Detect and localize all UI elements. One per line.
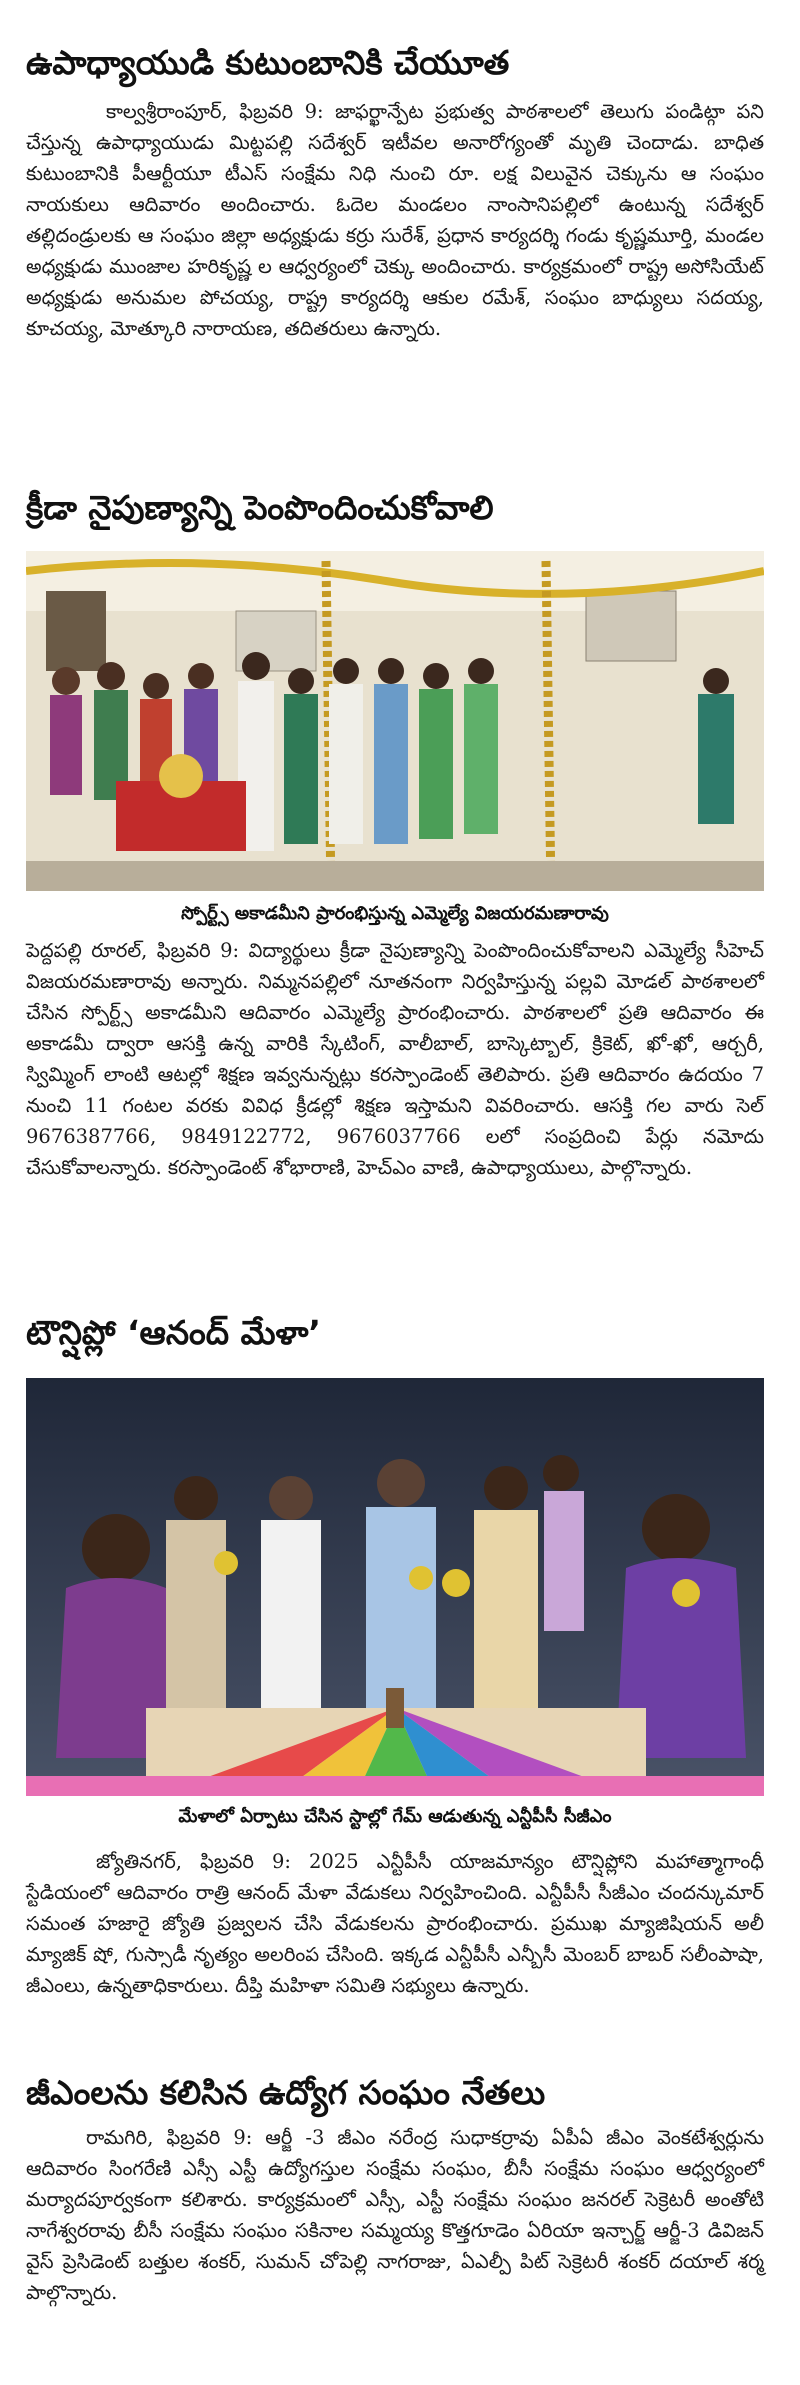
photo-sports-academy-inauguration [26, 551, 764, 891]
article-teacher-family-aid [26, 40, 764, 344]
article-body: జ్యోతినగర్, ఫిబ్రవరి 9: 2025 ఎన్టీపీసీ యాజమాన్యం టౌన్షిప్లోని మహాత్మాగాంధీ స్టేడియంలో ఆదివారం రాత్రి ఆనంద్ మేళా వేడుకలు నిర్వహించింది. ఎన్టీపీసీ సీజీఎం చందన్కుమార్ సమంత హజారై జ్యోతి ప్రజ్వలన చేసి వేడుకలను ప్రారంభించారు. ప్రముఖ మ్యాజిషియన్ అలీ మ్యాజిక్ షో, గుస్సాడీ నృత్యం అలరింప చేసింది. ఇక్కడ ఎన్టీపీసీ ఎన్బీసీ మెంబర్ బాబర్ సలీంపాషా, జీఎంలు, ఉన్నతాధికారులు. దీప్తి మహిళా సమితి సభ్యులు ఉన్నారు. [26, 1850, 764, 1997]
photo-anand-mela-game-stall [26, 1378, 764, 1796]
article-anand-mela [26, 1310, 764, 2001]
photo-caption: స్పోర్ట్స్ అకాడమీని ప్రారంభిస్తున్న ఎమ్మెల్యే విజయరమణారావు [181, 903, 609, 924]
article-body: రామగిరి, ఫిబ్రవరి 9: ఆర్జీ -3 జీఎం నరేంద్ర సుధాకర్రావు ఏపీఏ జీఎం వెంకటేశ్వర్లును ఆదివారం సింగరేణి ఎస్సీ ఎస్టీ ఉద్యోగస్తుల సంక్షేమ సంఘం, బీసీ సంక్షేమ సంఘం ఆధ్వర్యంలో మర్యాదపూర్వకంగా కలిశారు. కార్యక్రమంలో ఎస్సీ, ఎస్టీ సంక్షేమ సంఘం జనరల్ సెక్రెటరీ అంతోటి నాగేశ్వరరావు బీసీ సంక్షేమ సంఘం సకినాల సమ్మయ్య కొత్తగూడెం ఏరియా ఇన్చార్జ్ ఆర్జీ-3 డివిజన్ వైస్ ప్రెసిడెంట్ బత్తుల శంకర్, సుమన్ చోపెల్లి నాగరాజు, ఏఎల్పీ పిట్ సెక్రెటరీ శంకర్ దయాల్ శర్మ పాల్గొన్నారు. [26, 2126, 764, 2304]
article-headline: టౌన్షిప్లో ‘ఆనంద్ మేళా’ [26, 1313, 321, 1352]
article-headline: క్రీడా నైపుణ్యాన్ని పెంపొందించుకోవాలి [26, 488, 494, 527]
article-body: కాల్వశ్రీరాంపూర్, ఫిబ్రవరి 9: జాఫర్ఖాన్పేట ప్రభుత్వ పాఠశాలలో తెలుగు పండిట్గా పని చేస్తున్న ఉపాధ్యాయుడు మిట్టపల్లి సదేశ్వర్ ఇటీవల అనారోగ్యంతో మృతి చెందాడు. బాధిత కుటుంబానికి పీఆర్టీయూ టీఎస్ సంక్షేమ నిధి నుంచి రూ. లక్ష విలువైన చెక్కును ఆ సంఘం నాయకులు ఆదివారం అందించారు. ఓదెల మండలం నాంసానిపల్లిలో ఉంటున్న సదేశ్వర్ తల్లిదండ్రులకు ఆ సంఘం జిల్లా అధ్యక్షుడు కర్రు సురేశ్, ప్రధాన కార్యదర్శి గండు కృష్ణమూర్తి, మండల అధ్యక్షుడు ముంజాల హరికృష్ణ ల ఆధ్వర్యంలో చెక్కు అందించారు. కార్యక్రమంలో రాష్ట్ర అసోసియేట్ అధ్యక్షుడు అనుమల పోచయ్య, రాష్ట్ర కార్యదర్శి ఆకుల రమేశ్, సంఘం బాధ్యులు సదయ్య, కూచయ్య, మోత్కూరి నారాయణ, తదితరులు ఉన్నారు. [26, 100, 764, 340]
article-union-leaders-meet-gms [26, 2070, 764, 2308]
article-headline: ఉపాధ్యాయుడి కుటుంబానికి చేయూత [26, 43, 510, 82]
photo-illustration [26, 551, 764, 891]
article-sports-academy [26, 485, 764, 1183]
article-body: పెద్దపల్లి రూరల్, ఫిబ్రవరి 9: విద్యార్థులు క్రీడా నైపుణ్యాన్ని పెంపొందించుకోవాలని ఎమ్మెల్యే సీహెచ్ విజయరమణారావు అన్నారు. నిమ్మనపల్లిలో నూతనంగా నిర్వహిస్తున్న పల్లవి మోడల్ పాఠశాలలో చేసిన స్పోర్ట్స్ అకాడమీని ఆదివారం ఎమ్మెల్యే ప్రారంభించారు. పాఠశాలలో ప్రతి ఆదివారం ఈ అకాడమీ ద్వారా ఆసక్తి ఉన్న వారికి స్కేటింగ్, వాలీబాల్, బాస్కెట్బాల్, క్రికెట్, ఖో-ఖో, ఆర్చరీ, స్విమ్మింగ్ లాంటి ఆటల్లో శిక్షణ ఇవ్వనున్నట్లు కరస్పాండెంట్ తెలిపారు. ప్రతి ఆదివారం ఉదయం 7 నుంచి 11 గంటల వరకు వివిధ క్రీడల్లో శిక్షణ ఇస్తామని వివరించారు. ఆసక్తి గల వారు సెల్ 9676387766, 9849122772, 9676037766 లలో సంప్రదించి పేర్లు నమోదు చేసుకోవాలన్నారు. కరస్పాండెంట్ శోభారాణి, హెచ్ఎం వాణి, ఉపాధ్యాయులు, పాల్గొన్నారు. [26, 939, 764, 1179]
photo-illustration [26, 1378, 764, 1796]
photo-caption: మేళాలో ఏర్పాటు చేసిన స్టాల్లో గేమ్ ఆడుతున్న ఎన్టీపీసీ సీజీఎం [178, 1806, 612, 1827]
article-headline: జీఎంలను కలిసిన ఉద్యోగ సంఘం నేతలు [26, 2073, 546, 2112]
